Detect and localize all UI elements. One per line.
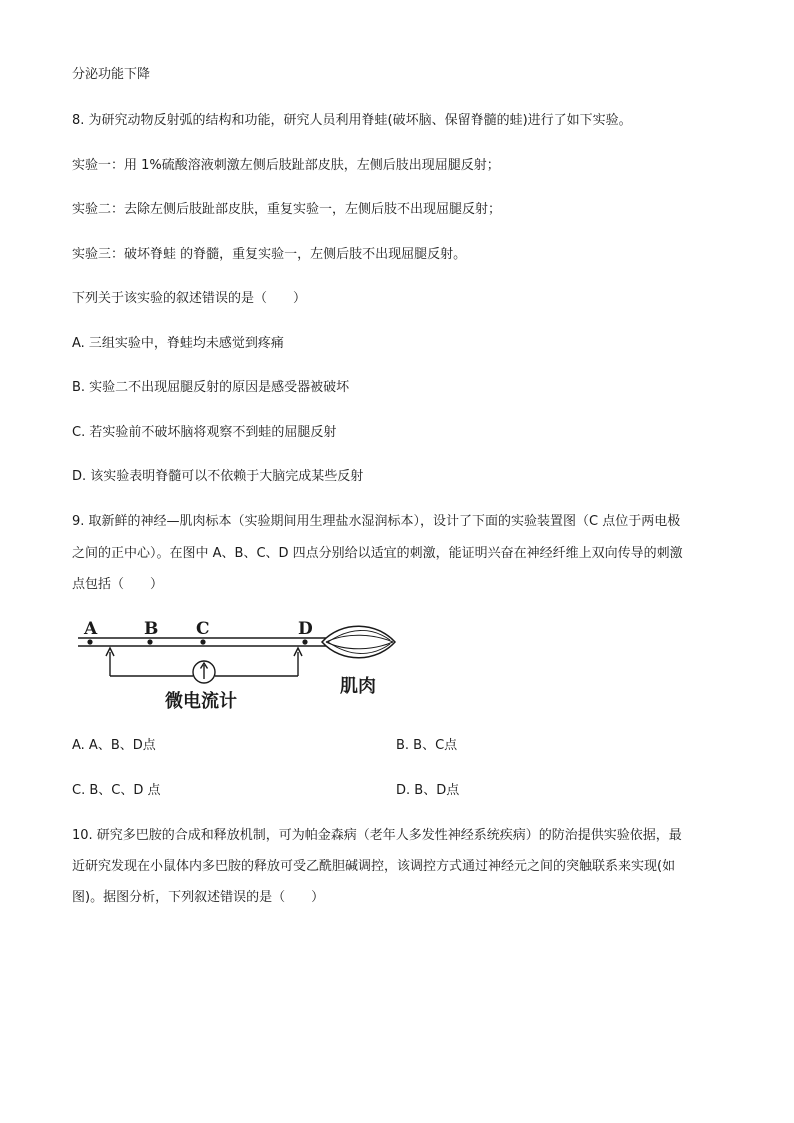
q9-stem-line-1: 9. 取新鲜的神经—肌肉标本（实验期间用生理盐水湿润标本），设计了下面的实验装置图（C 点位于两电极 xyxy=(72,514,681,529)
point-b-dot xyxy=(147,639,152,644)
point-c-dot xyxy=(200,639,205,644)
q8-option-b: B. 实验二不出现屈腿反射的原因是感受器被破坏 xyxy=(72,380,350,395)
q9-stem-line-3: 点包括（ ） xyxy=(72,577,164,592)
q8-question: 下列关于该实验的叙述错误的是（ ） xyxy=(72,291,307,306)
q8-experiment-2: 实验二：去除左侧后肢趾部皮肤，重复实验一，左侧后肢不出现屈腿反射； xyxy=(72,202,502,217)
point-d-dot xyxy=(302,639,307,644)
q10-stem-line-1: 10. 研究多巴胺的合成和释放机制，可为帕金森病（老年人多发性神经系统疾病）的防治提供实验依据，最 xyxy=(72,828,682,843)
q9-option-a: A. A、B、D点 xyxy=(72,738,156,753)
q9-option-d: D. B、D点 xyxy=(396,783,460,798)
q8-option-d: D. 该实验表明脊髓可以不依赖于大脑完成某些反射 xyxy=(72,469,364,484)
q8-experiment-3: 实验三：破坏脊蛙 的脊髓，重复实验一，左侧后肢不出现屈腿反射。 xyxy=(72,247,467,262)
q9-option-b: B. B、C点 xyxy=(396,738,458,753)
q8-stem: 8. 为研究动物反射弧的结构和功能，研究人员利用脊蛙(破坏脑、保留脊髓的蛙)进行了如下实验。 xyxy=(72,113,632,128)
point-b-label: B xyxy=(144,619,159,639)
point-c-label: C xyxy=(196,619,210,639)
continuation-text: 分泌功能下降 xyxy=(72,67,151,82)
galvanometer-label: 微电流计 xyxy=(165,691,237,712)
nerve-muscle-apparatus-diagram xyxy=(72,612,412,716)
point-a-dot xyxy=(87,639,92,644)
muscle-label: 肌肉 xyxy=(340,676,376,697)
q10-stem-line-2: 近研究发现在小鼠体内多巴胺的释放可受乙酰胆碱调控，该调控方式通过神经元之间的突触联系来实现(如 xyxy=(72,859,676,874)
q8-experiment-1: 实验一：用 1%硫酸溶液刺激左侧后肢趾部皮肤，左侧后肢出现屈腿反射； xyxy=(72,158,500,173)
q8-option-c: C. 若实验前不破坏脑将观察不到蛙的屈腿反射 xyxy=(72,425,337,440)
point-a-label: A xyxy=(84,619,98,639)
q9-option-c: C. B、C、D 点 xyxy=(72,783,161,798)
q9-stem-line-2: 之间的正中心）。在图中 A、B、C、D 四点分别给以适宜的刺激，能证明兴奋在神经纤维上双向传导的刺激 xyxy=(72,546,683,561)
q8-option-a: A. 三组实验中，脊蛙均未感觉到疼痛 xyxy=(72,336,284,351)
point-d-label: D xyxy=(298,619,313,639)
q10-stem-line-3: 图)。据图分析，下列叙述错误的是（ ） xyxy=(72,890,325,905)
